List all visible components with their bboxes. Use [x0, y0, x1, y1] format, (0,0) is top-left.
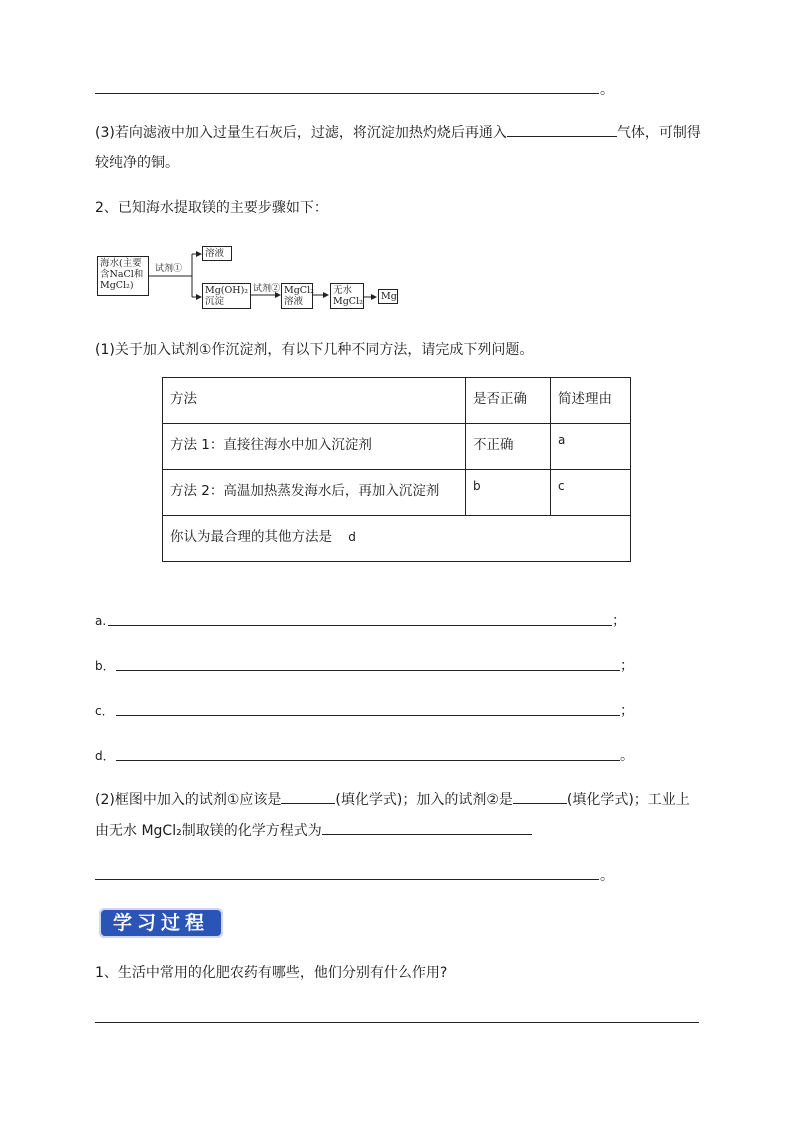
solution-label: 溶液	[205, 248, 225, 259]
section-banner	[99, 908, 223, 938]
answer-a-label: a.	[95, 614, 107, 628]
box-seawater	[97, 256, 149, 296]
row3-other-method	[163, 516, 631, 562]
row2-correct: b	[466, 470, 551, 516]
row3-letter: d	[348, 530, 356, 544]
table-row	[163, 424, 631, 470]
table-row	[163, 470, 631, 516]
reagent1-blank[interactable]	[281, 789, 335, 804]
section-title: 学习过程	[112, 912, 209, 934]
answer-b-end: ；	[620, 658, 634, 674]
answer-c-label: c．	[95, 704, 114, 718]
question-2-1-intro: (1)关于加入试剂①作沉淀剂，有以下几种不同方法，请完成下列问题。	[95, 342, 534, 358]
box-mgcl2-solution	[281, 283, 313, 309]
header-reason: 简述理由	[551, 378, 631, 424]
mgcl2-solution-line1: MgCl₂	[284, 285, 314, 296]
question-2-2-line2	[95, 820, 532, 841]
q2-2-line2-text: 由无水 MgCl₂制取镁的化学方程式为	[95, 823, 322, 839]
answer-b-label: b．	[95, 659, 115, 673]
q2-2-text2: (填化学式)；加入的试剂②是	[335, 792, 513, 808]
row2-method: 方法 2：高温加热蒸发海水后，再加入沉淀剂	[163, 470, 466, 516]
question-2-2	[95, 789, 690, 810]
answer-a-end: ；	[612, 613, 626, 629]
box-precipitate	[202, 283, 251, 309]
anhydrous-line1: 无水	[333, 285, 353, 296]
answer-d-label: d．	[95, 749, 115, 763]
row1-method: 方法 1：直接往海水中加入沉淀剂	[163, 424, 466, 470]
reagent2-blank[interactable]	[513, 789, 567, 804]
equation-blank[interactable]	[322, 820, 532, 835]
row1-correct: 不正确	[466, 424, 551, 470]
question-2-intro: 2、已知海水提取镁的主要步骤如下：	[95, 200, 328, 216]
q2-2-text1: (2)框图中加入的试剂①应该是	[95, 792, 282, 808]
answer-d-line[interactable]	[116, 760, 620, 761]
q1-3-text: (3)若向滤液中加入过量生石灰后，过滤，将沉淀加热灼烧后再通入	[95, 125, 507, 141]
row3-text: 你认为最合理的其他方法是	[170, 529, 332, 545]
question-1-3-line2: 较纯净的铜。	[95, 155, 179, 171]
equation-end: 。	[600, 868, 614, 884]
mg-label: Mg	[381, 291, 397, 302]
label-reagent1: 试剂①	[155, 264, 183, 274]
answer-c-line[interactable]	[116, 715, 620, 716]
table-row-last	[163, 516, 631, 562]
anhydrous-line2: MgCl₂	[333, 296, 363, 307]
answer-c-end: ；	[620, 703, 634, 719]
table-header-row	[163, 378, 631, 424]
seawater-line2: 含NaCl和	[100, 269, 144, 280]
precipitate-line2: 沉淀	[205, 296, 225, 307]
q1-3-text-post: 气体，可制得	[616, 125, 701, 141]
box-solution	[202, 246, 232, 261]
answer-d-end: 。	[620, 748, 634, 764]
header-method: 方法	[163, 378, 466, 424]
box-anhydrous-mgcl2	[330, 283, 364, 309]
q2-2-text3: (填化学式)；工业上	[566, 792, 690, 808]
answer-b-line[interactable]	[116, 670, 620, 671]
learning-answer-line[interactable]	[95, 1022, 699, 1023]
seawater-line1: 海水(主要	[100, 258, 142, 269]
seawater-line3: MgCl₂)	[100, 280, 134, 291]
row2-reason: c	[551, 470, 631, 516]
line-end-mark: 。	[600, 82, 614, 98]
answer-a-line[interactable]	[108, 625, 612, 626]
mgcl2-solution-line2: 溶液	[284, 296, 304, 307]
learning-question-1: 1、生活中常用的化肥农药有哪些，他们分别有什么作用?	[95, 965, 448, 981]
header-correct: 是否正确	[466, 378, 551, 424]
label-reagent2: 试剂②	[253, 284, 281, 294]
precipitate-line1: Mg(OH)₂	[205, 285, 249, 296]
methods-table	[162, 377, 631, 562]
row1-reason: a	[551, 424, 631, 470]
equation-line-2[interactable]	[95, 879, 599, 880]
box-mg	[378, 289, 398, 304]
